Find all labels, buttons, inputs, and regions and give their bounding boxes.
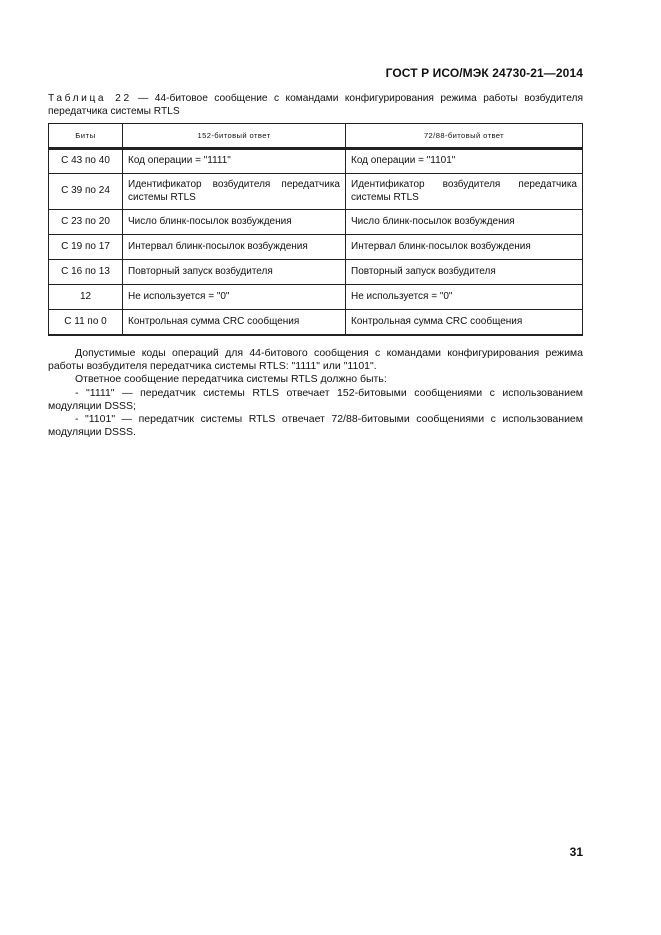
cell-72-88: Идентификатор возбудителя передатчика системы RTLS xyxy=(346,174,583,210)
cell-bits: C 19 по 17 xyxy=(49,235,123,260)
cell-72-88: Код операции = "1101" xyxy=(346,149,583,174)
cell-72-88: Не используется = "0" xyxy=(346,285,583,310)
cell-bits: 12 xyxy=(49,285,123,310)
table-caption xyxy=(48,93,583,118)
table-row xyxy=(49,285,583,310)
table-22 xyxy=(48,123,583,336)
cell-152: Интервал блинк-посылок возбуждения xyxy=(123,235,346,260)
paragraph: Допустимые коды операций для 44-битового сообщения с командами конфигурирования режима работы возбудителя передатчика системы RTLS: "1111" или "1101". xyxy=(48,347,583,373)
cell-72-88: Интервал блинк-посылок возбуждения xyxy=(346,235,583,260)
table-caption-label: Таблица 22 xyxy=(48,93,132,104)
column-header-72-88: 72/88-битовый ответ xyxy=(346,124,583,149)
column-header-bits: Биты xyxy=(49,124,123,149)
table-row xyxy=(49,310,583,335)
cell-72-88: Контрольная сумма CRC сообщения xyxy=(346,310,583,335)
cell-152: Контрольная сумма CRC сообщения xyxy=(123,310,346,335)
cell-72-88: Число блинк-посылок возбуждения xyxy=(346,210,583,235)
standard-header: ГОСТ Р ИСО/МЭК 24730-21—2014 xyxy=(385,66,583,80)
page-number: 31 xyxy=(569,845,583,859)
table-row xyxy=(49,210,583,235)
paragraph: Ответное сообщение передатчика системы RTLS должно быть: xyxy=(75,373,387,386)
table-row xyxy=(49,260,583,285)
cell-152: Повторный запуск возбудителя xyxy=(123,260,346,285)
cell-bits: C 23 по 20 xyxy=(49,210,123,235)
cell-bits: C 43 по 40 xyxy=(49,149,123,174)
table-row xyxy=(49,235,583,260)
table-row xyxy=(49,149,583,174)
cell-bits: C 16 по 13 xyxy=(49,260,123,285)
column-header-152: 152-битовый ответ xyxy=(123,124,346,149)
cell-bits: C 39 по 24 xyxy=(49,174,123,210)
cell-72-88: Повторный запуск возбудителя xyxy=(346,260,583,285)
table-header-row xyxy=(49,124,583,149)
cell-152: Код операции = "1111" xyxy=(123,149,346,174)
cell-152: Идентификатор возбудителя передатчика системы RTLS xyxy=(123,174,346,210)
list-item: - "1101" — передатчик системы RTLS отвечает 72/88-битовыми сообщениями с использованием модуляции DSSS. xyxy=(48,413,583,439)
cell-152: Не используется = "0" xyxy=(123,285,346,310)
table-caption-text: — 44-битовое сообщение с командами конфигурирования режима работы возбудителя передатчика системы RTLS xyxy=(48,93,583,117)
table-row xyxy=(49,174,583,210)
list-item: - "1111" — передатчик системы RTLS отвечает 152-битовыми сообщениями с использованием модуляции DSSS; xyxy=(48,386,583,412)
cell-bits: C 11 по 0 xyxy=(49,310,123,335)
body-text xyxy=(48,347,583,439)
cell-152: Число блинк-посылок возбуждения xyxy=(123,210,346,235)
